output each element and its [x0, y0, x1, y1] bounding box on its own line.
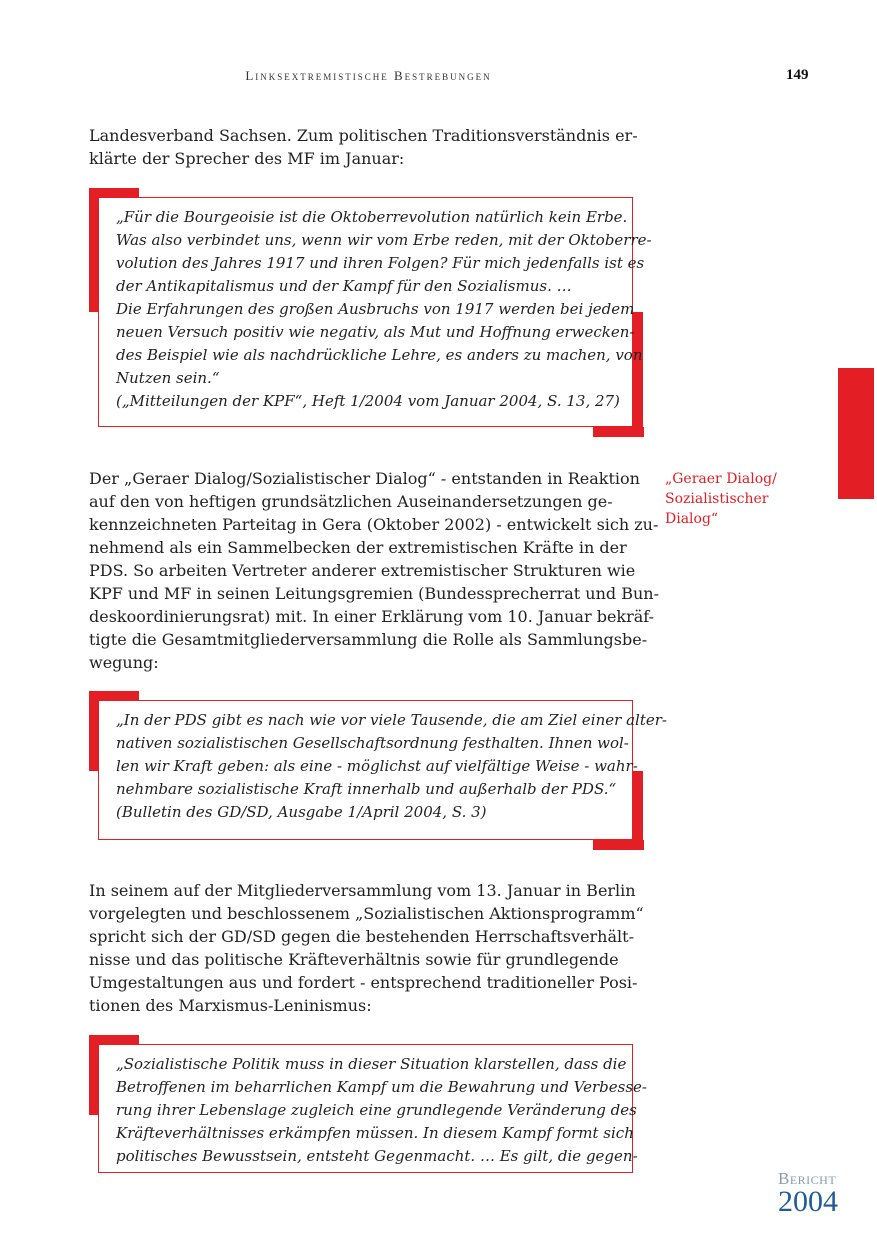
margin-note-line: Dialog“ — [665, 511, 719, 527]
quote-line: Die Erfahrungen des großen Ausbruchs von 1917 werden bei jedem — [116, 300, 635, 318]
page-number: 149 — [786, 67, 809, 83]
quote-line: Betroffenen im beharrlichen Kampf um die Bewahrung und Verbesse- — [116, 1078, 647, 1096]
paragraph-line: Der „Geraer Dialog/Sozialistischer Dialog“ - entstanden in Reaktion — [89, 469, 640, 488]
quote-line: Nutzen sein.“ — [116, 369, 220, 387]
quote-frame — [98, 700, 667, 840]
paragraph-line: Umgestaltungen aus und fordert - entsprechend traditioneller Posi- — [89, 973, 638, 992]
margin-note-line: „Geraer Dialog/ — [665, 471, 777, 487]
quote-line: „Für die Bourgeoisie ist die Oktoberrevolution natürlich kein Erbe. — [116, 208, 628, 226]
paragraph-line: PDS. So arbeiten Vertreter anderer extremistischer Strukturen wie — [89, 561, 636, 580]
quote-line: len wir Kraft geben: als eine - möglichst auf vielfältige Weise - wahr- — [116, 757, 638, 775]
paragraph-line: klärte der Sprecher des MF im Januar: — [89, 149, 405, 168]
quote-text — [116, 1053, 647, 1168]
paragraph-line: kennzeichneten Parteitag in Gera (Oktober 2002) - entwickelt sich zu- — [89, 515, 659, 534]
body-paragraph-2 — [89, 467, 659, 674]
chapter-tab-marker — [838, 368, 874, 499]
quote-box-1 — [89, 188, 652, 440]
quote-text — [116, 709, 667, 824]
quote-corner-accent — [89, 691, 98, 771]
quote-line: politisches Bewusstsein, entsteht Gegenmacht. … Es gilt, die gegen- — [116, 1147, 638, 1165]
quote-frame — [98, 197, 652, 427]
paragraph-line: nisse und das politische Kräfteverhältnis sowie für grundlegende — [89, 950, 619, 969]
quote-frame — [98, 1044, 647, 1173]
quote-line: nehmbare sozialistische Kraft innerhalb und außerhalb der PDS.“ — [116, 780, 617, 798]
paragraph-line: nehmend als ein Sammelbecken der extremistischen Kräfte in der — [89, 538, 627, 557]
quote-line: rung ihrer Lebenslage zugleich eine grundlegende Veränderung des — [116, 1101, 637, 1119]
paragraph-line: auf den von heftigen grundsätzlichen Auseinandersetzungen ge- — [89, 492, 613, 511]
quote-source: („Mitteilungen der KPF“, Heft 1/2004 vom Januar 2004, S. 13, 27) — [116, 392, 620, 410]
paragraph-line: In seinem auf der Mitgliederversammlung vom 13. Januar in Berlin — [89, 881, 636, 900]
quote-line: „In der PDS gibt es nach wie vor viele Tausende, die am Ziel einer alter- — [116, 711, 667, 729]
quote-box-2 — [89, 691, 667, 853]
body-paragraph-1 — [89, 124, 647, 170]
quote-corner-accent — [89, 188, 98, 312]
quote-source: (Bulletin des GD/SD, Ausgabe 1/April 2004, S. 3) — [116, 803, 487, 821]
quote-line: neuen Versuch positiv wie negativ, als Mut und Hoffnung erwecken- — [116, 323, 635, 341]
quote-line: der Antikapitalismus und der Kampf für den Sozialismus. … — [116, 277, 572, 295]
body-paragraph-3 — [89, 879, 647, 1017]
paragraph-line: deskoordinierungsrat) mit. In einer Erklärung vom 10. Januar bekräf- — [89, 607, 655, 626]
report-brand-logo — [778, 1170, 838, 1216]
quote-line: des Beispiel wie als nachdrückliche Lehre, es anders zu machen, von — [116, 346, 643, 364]
quote-line: nativen sozialistischen Gesellschaftsordnung festhalten. Ihnen wol- — [116, 734, 629, 752]
quote-text — [116, 206, 652, 413]
paragraph-line: KPF und MF in seinen Leitungsgremien (Bundessprecherrat und Bun- — [89, 584, 659, 603]
quote-line: volution des Jahres 1917 und ihren Folgen? Für mich jedenfalls ist es — [116, 254, 645, 272]
margin-note — [665, 469, 777, 529]
quote-box-3 — [89, 1035, 647, 1175]
margin-note-line: Sozialistischer — [665, 491, 769, 507]
paragraph-line: wegung: — [89, 653, 159, 672]
paragraph-line: tigte die Gesamtmitgliederversammlung die Rolle als Sammlungsbe- — [89, 630, 648, 649]
paragraph-line: spricht sich der GD/SD gegen die bestehenden Herrschaftsverhält- — [89, 927, 634, 946]
brand-word: Bericht — [778, 1169, 837, 1188]
paragraph-line: vorgelegten und beschlossenem „Sozialistischen Aktionsprogramm“ — [89, 904, 644, 923]
quote-line: „Sozialistische Politik muss in dieser Situation klarstellen, dass die — [116, 1055, 627, 1073]
paragraph-line: tionen des Marxismus-Leninismus: — [89, 996, 372, 1015]
quote-line: Kräfteverhältnisses erkämpfen müssen. In diesem Kampf formt sich — [116, 1124, 634, 1142]
quote-line: Was also verbindet uns, wenn wir vom Erbe reden, mit der Oktoberre- — [116, 231, 652, 249]
brand-year: 2004 — [778, 1185, 838, 1218]
paragraph-line: Landesverband Sachsen. Zum politischen Traditionsverständnis er- — [89, 126, 638, 145]
quote-corner-accent — [89, 1035, 98, 1115]
running-title: Linksextremistische Bestrebungen — [245, 68, 492, 83]
